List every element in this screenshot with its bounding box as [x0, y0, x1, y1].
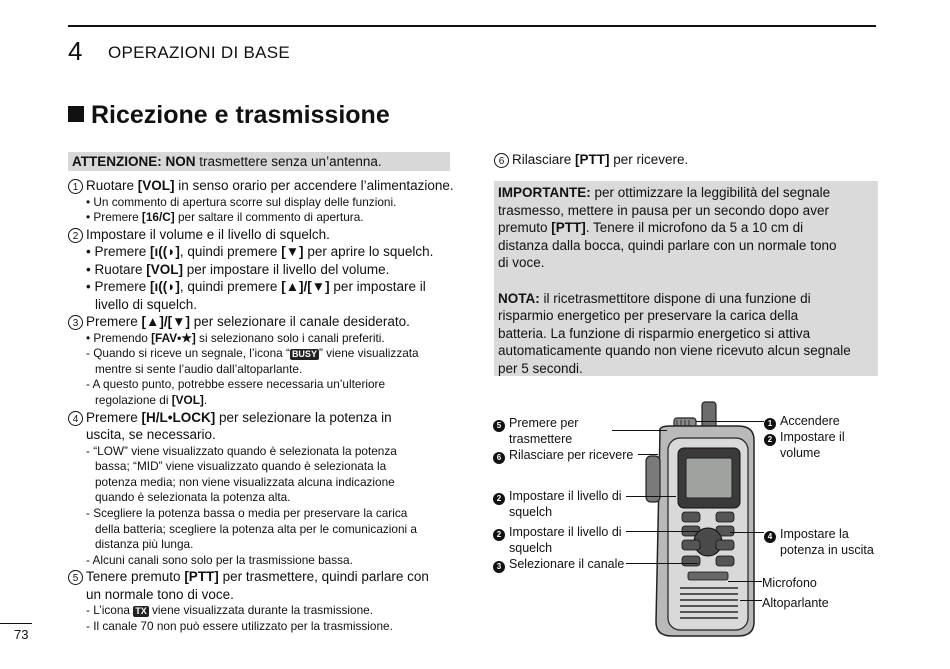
leader-line: [730, 532, 764, 533]
step-4-sub-2-line: distanza più lunga.: [95, 537, 194, 552]
step-1: [68, 177, 458, 195]
key-label: [PTT]: [551, 220, 586, 236]
text: • Premendo: [86, 330, 152, 345]
text: , quindi premere: [179, 244, 282, 260]
chapter-title: OPERAZIONI DI BASE: [108, 43, 291, 62]
label-premere-per-trasmettere: [493, 415, 578, 432]
leader-line: [696, 421, 764, 422]
text: Impostare il volume e il livello di squelch.: [86, 226, 330, 242]
note-line: per 5 secondi.: [498, 360, 583, 376]
key-label: [H/L•LOCK]: [141, 409, 216, 425]
label-potenza: [764, 526, 849, 543]
step-3-sub-2: [68, 346, 458, 362]
important-line: di voce.: [498, 255, 545, 271]
attention-label: ATTENZIONE: NON: [72, 154, 196, 169]
important-label: IMPORTANTE:: [498, 185, 591, 200]
text: per impostare il: [329, 279, 426, 295]
text: regolazione di: [95, 393, 172, 408]
leader-line: [626, 531, 698, 532]
label-accendere: [764, 413, 840, 430]
page-number: 73: [14, 627, 29, 642]
step-2-sub-2: [68, 261, 458, 279]
key-label: [ı((◗]: [150, 279, 180, 295]
text: Rilasciare: [512, 152, 576, 167]
text: • Premere: [86, 244, 150, 260]
key-label: [VOL]: [146, 261, 184, 277]
step-1-sub-2: [68, 210, 458, 226]
text: si selezionano solo i canali preferiti.: [195, 330, 385, 345]
label-squelch-a: [493, 488, 622, 505]
key-label: [PTT]: [575, 152, 610, 167]
text: , quindi premere: [179, 279, 282, 295]
step-3-sub-3: - A questo punto, potrebbe essere necessaria un’ulteriore: [86, 377, 386, 392]
key-label: [ı((◗]: [150, 244, 180, 260]
step-5-cont: un normale tono di voce.: [86, 586, 234, 602]
label-squelch-b: [493, 524, 622, 541]
label-altoparlante: Altoparlante: [762, 596, 829, 610]
notes-box: [494, 181, 878, 376]
number-5-icon: 5: [493, 420, 505, 432]
busy-icon: BUSY: [291, 349, 317, 360]
step-3-sub-3-cont: [68, 393, 458, 409]
step-1-sub-1: • Un commento di apertura scorre sul display delle funzioni.: [86, 194, 397, 209]
label-selezionare-canale: [493, 556, 624, 573]
step-2: [68, 226, 458, 244]
label-impostare-volume: [764, 429, 845, 446]
label-squelch-a-cont: squelch: [509, 505, 553, 519]
leader-line: [638, 454, 658, 455]
text: Impostare la: [780, 527, 849, 541]
text: Impostare il livello di: [509, 525, 622, 539]
step-4-sub-2-line: della batteria; scegliere la potenza alta per le comunicazioni a: [95, 521, 417, 536]
text: in senso orario per accendere l’alimentazione.: [174, 178, 454, 193]
leader-line: [626, 496, 676, 497]
display-screen: [686, 458, 732, 498]
note-line: automaticamente quando non viene ricevuto alcun segnale: [498, 343, 851, 359]
attention-box: [68, 152, 450, 171]
step-2-sub-3: [68, 278, 458, 296]
step-3-sub-2-cont: mentre si sente l’audio dall’altoparlante.: [95, 361, 303, 376]
key-label: [VOL]: [137, 178, 175, 193]
step-3-sub-1: [68, 331, 458, 347]
text: Premere: [86, 409, 142, 425]
text: viene visualizzata durante la trasmissione.: [148, 603, 373, 618]
label-microfono: Microfono: [762, 576, 817, 590]
text: • Premere: [86, 279, 150, 295]
step-number: 1: [68, 179, 83, 194]
text: Accendere: [780, 414, 840, 428]
label-rilasciare-per-ricevere: [493, 447, 633, 464]
step-number: 4: [68, 411, 83, 426]
microphone: [688, 572, 728, 580]
text: Selezionare il canale: [509, 557, 625, 571]
step-4-cont: uscita, se necessario.: [86, 427, 216, 443]
text: per ottimizzare la leggibilità del segnale: [590, 185, 831, 200]
text: ” viene visualizzata: [318, 346, 419, 361]
text: per selezionare la potenza in: [215, 409, 392, 425]
important-line: distanza dalla bocca, quindi parlare con un normale tono: [498, 237, 837, 253]
leader-line: [612, 430, 667, 431]
number-3-icon: 3: [493, 561, 505, 573]
tx-icon: TX: [135, 606, 147, 617]
step-4-sub-1-line: - “LOW” viene visualizzato quando è selezionata la potenza: [86, 443, 397, 458]
step-number: 5: [68, 570, 83, 585]
note-line: batteria. La funzione di risparmio energetico si attiva: [498, 325, 811, 341]
number-2-icon: 2: [493, 529, 505, 541]
note-line: risparmio energetico per preservare la carica della: [498, 308, 799, 324]
page-number-rule: [0, 623, 32, 624]
step-number: 6: [494, 153, 509, 168]
key-label: [16/C]: [141, 210, 175, 225]
label-potenza-cont: potenza in uscita: [780, 543, 874, 557]
key-label: [▲]/[▼]: [281, 279, 330, 295]
text: - L’icona: [86, 603, 134, 618]
step-4-sub-2-line: - Scegliere la potenza bassa o media per preservare la carica: [86, 506, 408, 521]
section-title-text: Ricezione e trasmissione: [91, 101, 390, 129]
step-5-sub-1: [68, 603, 458, 619]
text: Ruotare: [86, 178, 138, 193]
text: Impostare il: [780, 430, 845, 444]
step-4: [68, 409, 458, 427]
text: per ricevere.: [609, 152, 689, 167]
radio-illustration: [630, 396, 770, 642]
text: Premere: [86, 314, 142, 330]
label-premere-per-trasmettere-cont: trasmettere: [509, 432, 573, 446]
section-title: [68, 100, 390, 130]
step-5: [68, 568, 458, 586]
important-line: [498, 219, 874, 237]
text: • Ruotare: [86, 261, 147, 277]
important-line: trasmesso, mettere in pausa per un secondo dopo aver: [498, 202, 829, 218]
number-2-icon: 2: [493, 493, 505, 505]
important-line: [498, 184, 874, 202]
text: per impostare il livello del volume.: [183, 261, 390, 277]
header-rule: [68, 25, 876, 27]
text: per selezionare il canale desiderato.: [190, 314, 410, 330]
step-number: 3: [68, 315, 83, 330]
text: .: [203, 393, 208, 408]
number-1-icon: 1: [764, 418, 776, 430]
leader-line: [740, 600, 762, 601]
leader-line: [626, 563, 698, 564]
key-label: [▼]: [281, 244, 304, 260]
attention-text: trasmettere senza un’antenna.: [195, 154, 382, 169]
note-label: NOTA:: [498, 290, 540, 306]
text: Rilasciare per ricevere: [509, 448, 634, 462]
note-line: [498, 290, 874, 308]
square-bullet-icon: [68, 106, 84, 122]
text: Tenere premuto: [86, 569, 185, 585]
text: il ricetrasmettitore dispone di una funzione di: [539, 290, 811, 306]
text: per saltare il commento di apertura.: [174, 210, 364, 225]
step-5-sub-2: - Il canale 70 non può essere utilizzato per la trasmissione.: [86, 619, 393, 633]
number-2-icon: 2: [764, 434, 776, 446]
step-3: [68, 313, 458, 331]
chapter-number: 4: [68, 36, 83, 66]
step-4-sub-3: - Alcuni canali sono solo per la trasmissione bassa.: [86, 552, 353, 567]
step-2-sub-1: [68, 243, 458, 261]
step-4-sub-1-line: bassa; “MID” viene visualizzato quando è selezionata la: [95, 459, 387, 474]
text: premuto: [498, 220, 552, 236]
antenna: [702, 402, 716, 428]
leader-line: [728, 581, 762, 582]
text: • Premere: [86, 210, 142, 225]
step-4-sub-1-line: quando è selezionata la potenza alta.: [95, 490, 291, 505]
text: per trasmettere, quindi parlare con: [218, 569, 429, 585]
text: per aprire lo squelch.: [303, 244, 434, 260]
text: - Quando si riceve un segnale, l’icona “: [86, 346, 290, 361]
key-label: [▲]/[▼]: [141, 314, 190, 330]
step-number: 2: [68, 228, 83, 243]
label-squelch-b-cont: squelch: [509, 541, 553, 555]
key-label: [FAV•★]: [151, 330, 196, 345]
text: . Tenere il microfono da 5 a 10 cm di: [585, 220, 804, 236]
number-6-icon: 6: [493, 452, 505, 464]
text: Impostare il livello di: [509, 489, 622, 503]
step-6: [494, 151, 688, 169]
text: Premere per: [509, 416, 579, 430]
step-4-sub-1-line: potenza media; non viene visualizzata alcuna indicazione: [95, 474, 395, 489]
steps-left-column: [68, 177, 458, 635]
key-label: [VOL]: [171, 393, 204, 408]
number-4-icon: 4: [764, 531, 776, 543]
spacer: [498, 272, 874, 290]
label-impostare-volume-cont: volume: [780, 446, 821, 460]
step-2-sub-3-cont: livello di squelch.: [95, 296, 198, 312]
key-label: [PTT]: [184, 569, 219, 585]
